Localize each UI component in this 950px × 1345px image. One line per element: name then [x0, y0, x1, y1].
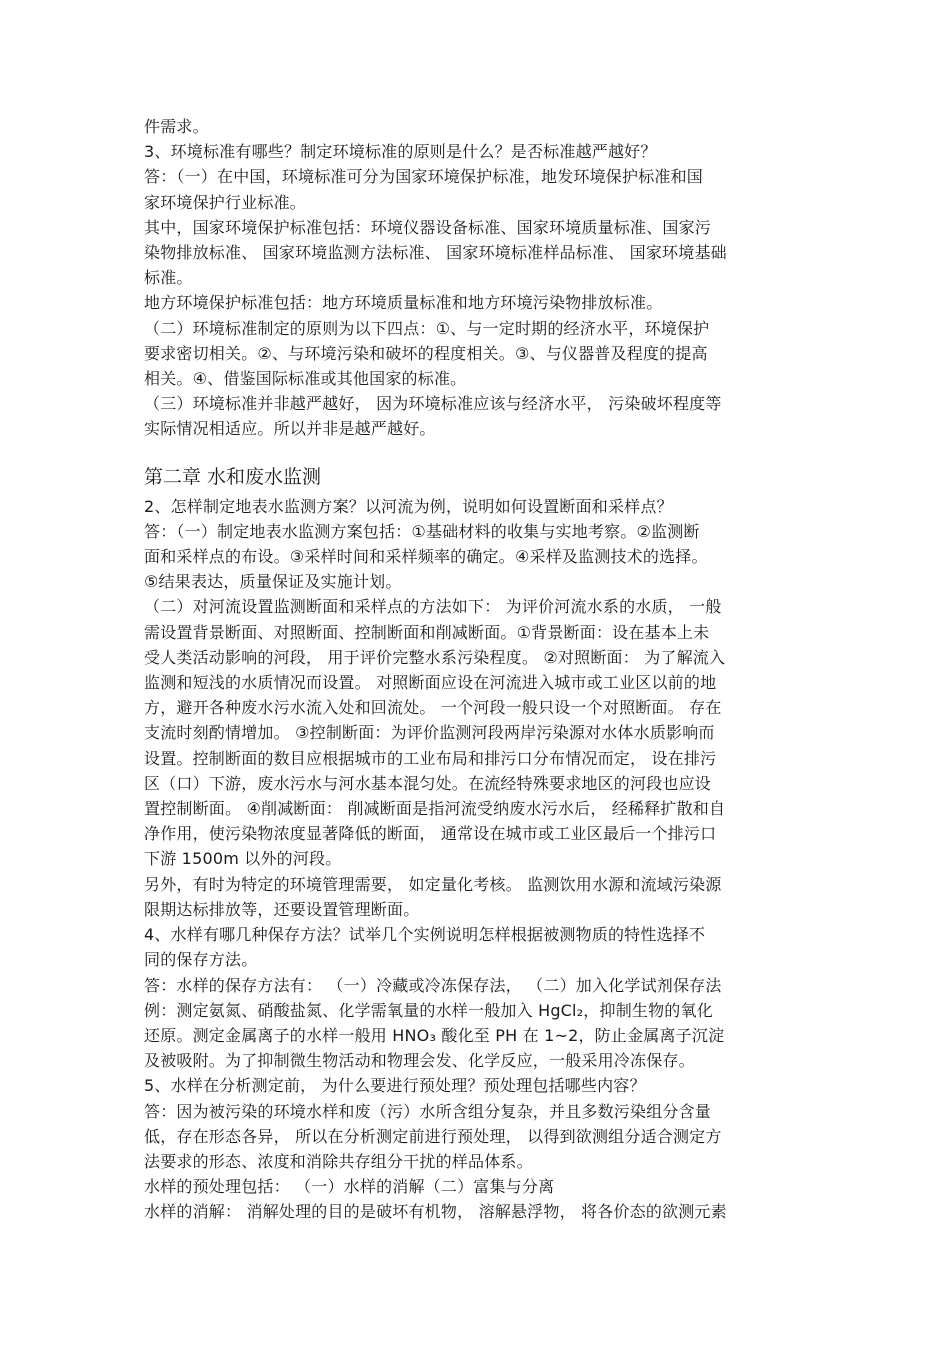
text-line: 监测和短浅的水质情况而设置。 对照断面应设在河流进入城市或工业区以前的地	[144, 673, 717, 693]
chapter-title: 第二章 水和废水监测	[144, 465, 322, 488]
text-line: 答：（一）制定地表水监测方案包括：①基础材料的收集与实地考察。②监测断	[144, 521, 700, 541]
text-line: 家环境保护行业标准。	[144, 192, 307, 212]
text-line: （三）环境标准并非越严越好， 因为环境标准应该与经济水平， 污染破坏程度等	[144, 394, 722, 414]
text-line: 区（口）下游，废水污水与河水基本混匀处。在流经特殊要求地区的河段也应设	[144, 773, 712, 793]
text-line: 相关。④、借鉴国际标准或其他国家的标准。	[144, 369, 467, 389]
text-line: 另外，有时为特定的环境管理需要， 如定量化考核。 监测饮用水源和流域污染源	[144, 874, 722, 894]
text-line: 其中，国家环境保护标准包括：环境仪器设备标准、国家环境质量标准、国家污	[144, 217, 712, 237]
question-line: 5、水样在分析测定前， 为什么要进行预处理？预处理包括哪些内容？	[144, 1076, 646, 1096]
text-line: 还原。测定金属离子的水样一般用 HNO₃ 酸化至 PH 在 1~2，防止金属离子沉淀	[144, 1025, 725, 1045]
text-line: 置控制断面。 ④削减断面： 削减断面是指河流受纳废水污水后， 经稀释扩散和自	[144, 799, 726, 819]
question-line: 2、怎样制定地表水监测方案？以河流为例，说明如何设置断面和采样点？	[144, 496, 673, 516]
text-line: 同的保存方法。	[144, 950, 258, 970]
text-line: 方，避开各种废水污水流入处和回流处。 一个河段一般只设一个对照断面。 存在	[144, 698, 722, 718]
text-line: 限期达标排放等，还要设置管理断面。	[144, 899, 420, 919]
text-line: （二）环境标准制定的原则为以下四点：①、与一定时期的经济水平，环境保护	[144, 318, 710, 338]
text-line: 面和采样点的布设。③采样时间和采样频率的确定。④采样及监测技术的选择。	[144, 547, 708, 567]
question-line: 3、环境标准有哪些？制定环境标准的原则是什么？是否标准越严越好？	[144, 142, 657, 162]
text-line: 水样的消解： 消解处理的目的是破坏有机物， 溶解悬浮物， 将各价态的欲测元素	[144, 1202, 727, 1222]
question-line: 4、水样有哪几种保存方法？试举几个实例说明怎样根据被测物质的特性选择不	[144, 925, 706, 945]
text-line: （二）对河流设置监测断面和采样点的方法如下： 为评价河流水系的水质， 一般	[144, 597, 722, 617]
text-line: 受人类活动影响的河段， 用于评价完整水系污染程度。 ②对照断面： 为了解流入	[144, 647, 726, 667]
text-line: 例：测定氨氮、硝酸盐氮、化学需氧量的水样一般加入 HgCl₂，抑制生物的氧化	[144, 1000, 713, 1020]
text-line: 答：因为被污染的环境水样和废（污）水所含组分复杂，并且多数污染组分含量	[144, 1101, 712, 1121]
text-line: 件需求。	[144, 117, 209, 136]
text-line: 实际情况相适应。所以并非是越严越好。	[144, 419, 436, 439]
document-page	[144, 114, 814, 1225]
text-line: 下游 1500m 以外的河段。	[144, 849, 342, 869]
text-line: 要求密切相关。②、与环境污染和破坏的程度相关。③、与仪器普及程度的提高	[144, 343, 708, 363]
text-line: 标准。	[144, 268, 193, 288]
text-line: 净作用，使污染物浓度显著降低的断面， 通常设在城市或工业区最后一个排污口	[144, 824, 717, 844]
text-line: 答：（一）在中国，环境标准可分为国家环境保护标准，地发环境保护标准和国	[144, 167, 704, 187]
text-line: 支流时刻酌情增加。 ③控制断面：为评价监测河段两岸污染源对水体水质影响而	[144, 723, 715, 743]
text-line: 及被吸附。为了抑制微生物活动和物理会发、化学反应，一般采用冷冻保存。	[144, 1051, 695, 1071]
text-line: 水样的预处理包括： （一）水样的消解（二）富集与分离	[144, 1177, 555, 1197]
text-line: 答：水样的保存方法有： （一）冷藏或冷冻保存法， （二）加入化学试剂保存法	[144, 975, 722, 995]
text-line: 需设置背景断面、对照断面、控制断面和削减断面。①背景断面：设在基本上未	[144, 622, 710, 642]
section-before	[144, 114, 814, 442]
text-line: ⑤结果表达，质量保证及实施计划。	[144, 572, 402, 592]
text-line: 染物排放标准、 国家环境监测方法标准、 国家环境标准样品标准、 国家环境基础	[144, 243, 727, 263]
section-after	[144, 494, 814, 1225]
text-line: 地方环境保护标准包括：地方环境质量标准和地方环境污染物排放标准。	[144, 293, 663, 313]
text-line: 设置。控制断面的数目应根据城市的工业布局和排污口分布情况而定， 设在排污	[144, 748, 717, 768]
text-line: 法要求的形态、浓度和消除共存组分干扰的样品体系。	[144, 1151, 533, 1171]
text-line: 低，存在形态各异， 所以在分析测定前进行预处理， 以得到欲测组分适合测定方	[144, 1126, 722, 1146]
